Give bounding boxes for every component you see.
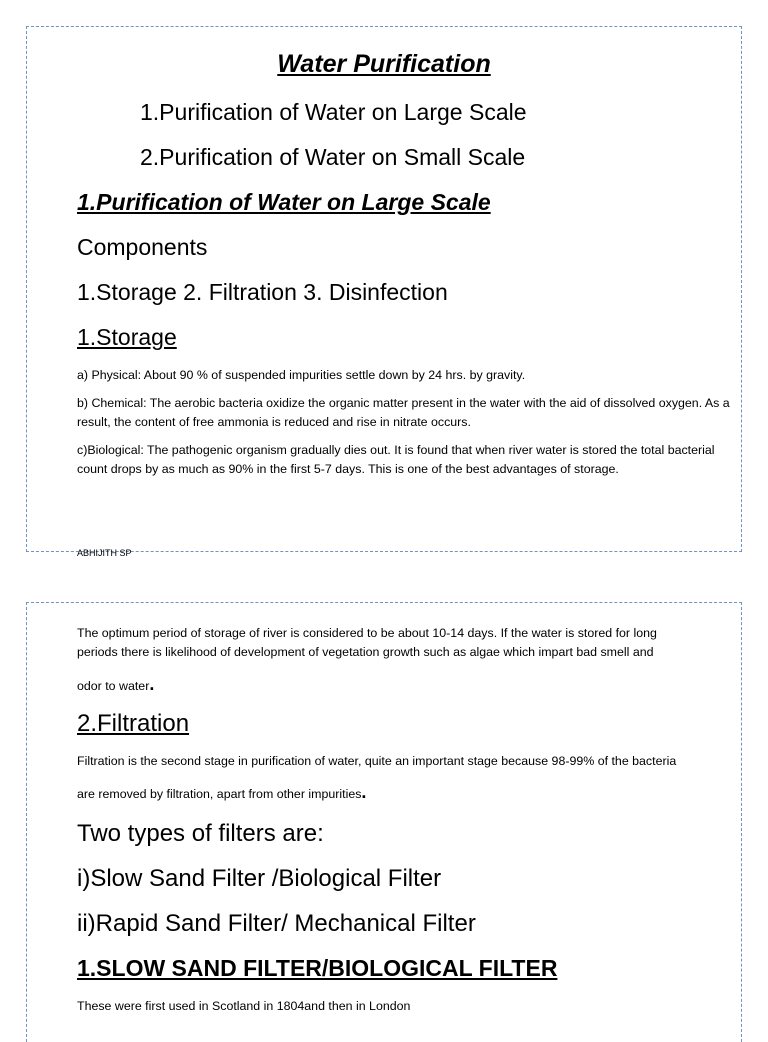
filtration-heading: 2.Filtration	[77, 710, 190, 737]
author-footer: ABHIJITH SP	[77, 548, 132, 558]
section-heading-large-scale: 1.Purification of Water on Large Scale	[77, 189, 491, 215]
slow-sand-filter-history: These were first used in Scotland in 1804and then in London	[77, 999, 411, 1013]
filtration-line-2: are removed by filtration, apart from other impurities.	[77, 782, 367, 802]
components-label: Components	[77, 234, 208, 260]
toc-item-2: 2.Purification of Water on Small Scale	[140, 144, 526, 170]
filter-type-slow-sand: i)Slow Sand Filter /Biological Filter	[77, 865, 442, 892]
storage-period-line-1: The optimum period of storage of river is considered to be about 10-14 days. If the water is stored for long	[77, 626, 657, 640]
toc-item-1: 1.Purification of Water on Large Scale	[140, 99, 527, 125]
storage-period-line-2: periods there is likelihood of development of vegetation growth such as algae which impart bad smell and	[77, 645, 654, 659]
storage-heading: 1.Storage	[77, 324, 177, 350]
filters-intro: Two types of filters are:	[77, 820, 324, 847]
filter-type-rapid-sand: ii)Rapid Sand Filter/ Mechanical Filter	[77, 910, 476, 937]
storage-point-physical: a) Physical: About 90 % of suspended impurities settle down by 24 hrs. by gravity.	[77, 368, 526, 382]
slow-sand-filter-heading: 1.SLOW SAND FILTER/BIOLOGICAL FILTER	[77, 955, 558, 981]
document-title: Water Purification	[277, 50, 491, 78]
filtration-line-1: Filtration is the second stage in purification of water, quite an important stage because 98-99% of the bacteria	[77, 754, 677, 768]
storage-point-biological: c)Biological: The pathogenic organism gradually dies out. It is found that when river water is stored the total bacterial count drops by as much as 90% in the first 5-7 days. This is one of the best advantages of storage.	[77, 443, 715, 476]
components-list: 1.Storage 2. Filtration 3. Disinfection	[77, 279, 448, 305]
storage-period-line-3: odor to water.	[77, 674, 155, 694]
storage-point-chemical: b) Chemical: The aerobic bacteria oxidize the organic matter present in the water with the aid of dissolved oxygen. As a result, the content of free ammonia is reduced and rise in nitrate occurs.	[77, 396, 730, 429]
